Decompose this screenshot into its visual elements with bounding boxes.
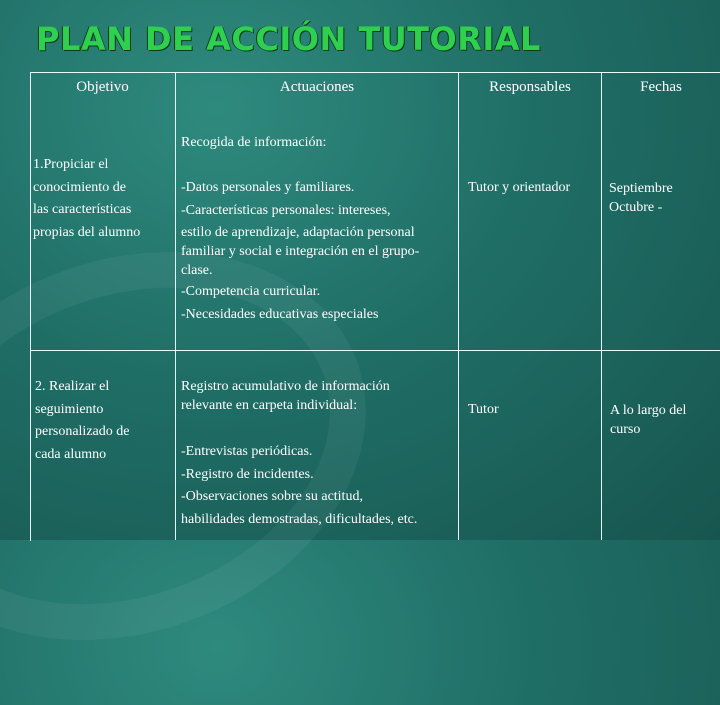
row1-actuaciones-d: -Competencia curricular. -Necesidades educativas especiales: [181, 284, 379, 322]
header-objetivo: Objetivo: [76, 79, 129, 95]
row2-actuaciones-a: Registro acumulativo de información relevante en carpeta individual:: [181, 379, 390, 413]
row1-fechas: Septiembre Octubre -: [609, 181, 673, 215]
header-actuaciones: Actuaciones: [279, 79, 355, 95]
column-divider: [175, 72, 176, 540]
row1-actuaciones-a: -Datos personales y familiares.: [181, 180, 355, 195]
row2-responsables: Tutor: [468, 402, 499, 417]
header-fechas: Fechas: [640, 79, 682, 95]
row2-fechas: A lo largo del curso: [610, 403, 687, 437]
row2-actuaciones-b: -Entrevistas periódicas. -Registro de incidentes. -Observaciones sobre su actitud, habilidades demostradas, dificultades, etc.: [181, 444, 418, 527]
row1-actuaciones-b: -Características personales: intereses,: [181, 203, 391, 218]
row1-responsables: Tutor y orientador: [468, 180, 571, 195]
row1-objetivo: 1.Propiciar el conocimiento de las características propias del alumno: [33, 157, 141, 240]
row2-objetivo: 2. Realizar el seguimiento personalizado de cada alumno: [35, 379, 130, 462]
header-responsables: Responsables: [489, 79, 571, 95]
column-divider: [601, 72, 602, 540]
page-title: PLAN DE ACCIÓN TUTORIAL: [36, 20, 541, 58]
row1-actuaciones-c: estilo de aprendizaje, adaptación personal familiar y social e integración en el grupo- clase.: [181, 225, 420, 278]
column-divider: [458, 72, 459, 540]
row-divider: [30, 350, 720, 351]
row1-actuaciones-intro: Recogida de información:: [181, 135, 327, 150]
